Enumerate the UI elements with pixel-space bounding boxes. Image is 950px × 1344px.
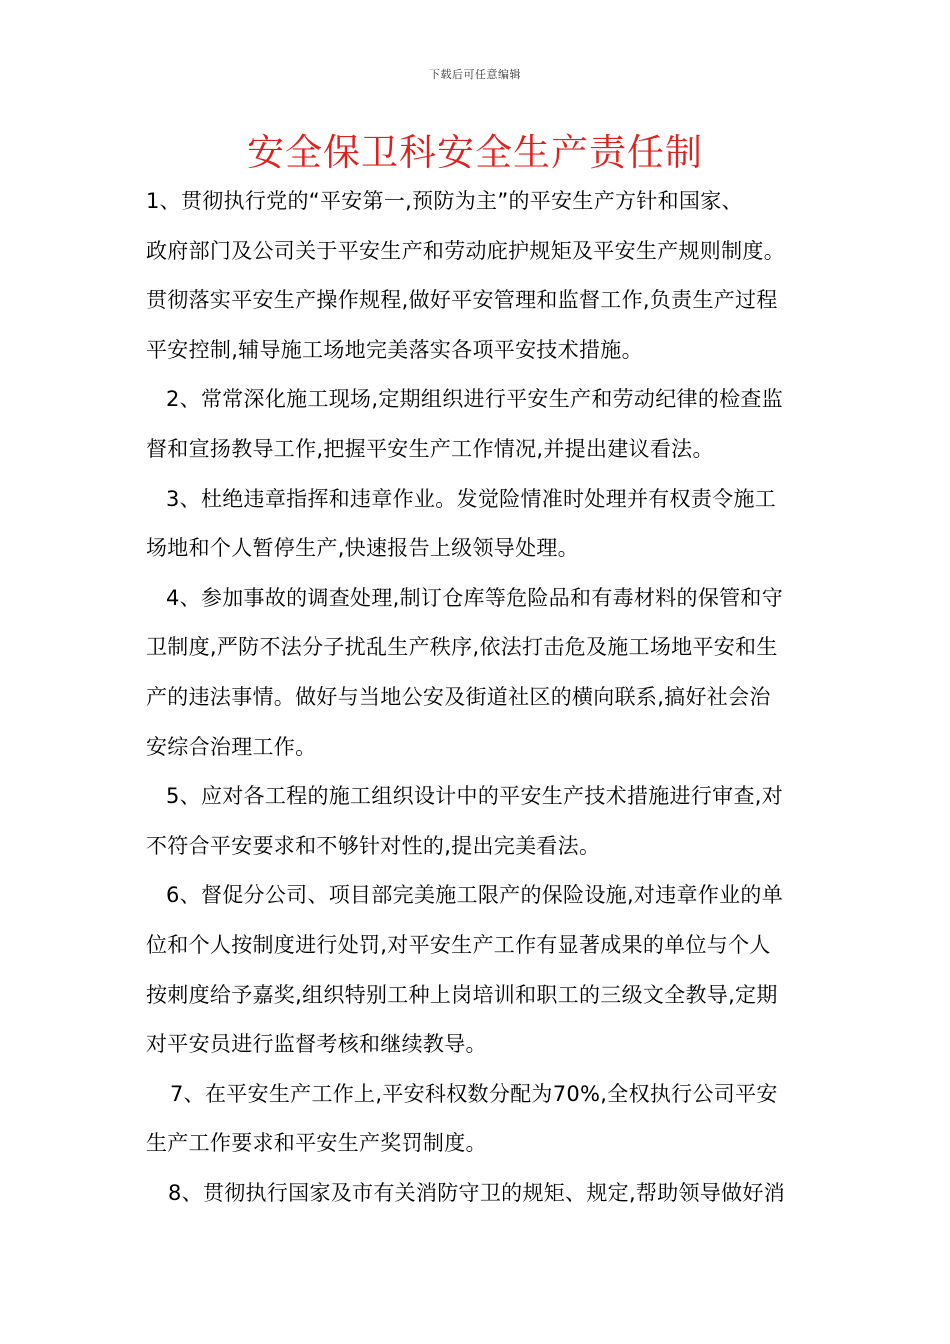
body-line: 产的违法事情。做好与当地公安及街道社区的横向联系,搞好社会治 (146, 684, 771, 709)
body-line: 1、贯彻执行党的“平安第一,预防为主”的平安生产方针和国家、 (146, 189, 743, 213)
body-line: 对平安员进行监督考核和继续教导。 (146, 1032, 487, 1057)
body-line: 安综合治理工作。 (146, 734, 317, 759)
body-line: 7、在平安生产工作上,平安科权数分配为70%,全权执行公司平安 (170, 1081, 778, 1106)
body-line: 不符合平安要求和不够针对性的,提出完美看法。 (146, 833, 601, 858)
body-line: 卫制度,严防不法分子扰乱生产秩序,依法打击危及施工场地平安和生 (146, 635, 778, 660)
body-line: 6、督促分公司、项目部完美施工限产的保险设施,对违章作业的单 (166, 883, 784, 908)
body-line: 平安控制,辅导施工场地完美落实各项平安技术措施。 (146, 337, 643, 362)
body-line: 5、应对各工程的施工组织设计中的平安生产技术措施进行审查,对 (166, 784, 784, 809)
body-line: 场地和个人暂停生产,快速报告上级领导处理。 (146, 536, 579, 561)
body-line: 4、参加事故的调查处理,制订仓库等危险品和有毒材料的保管和守 (166, 585, 784, 610)
body-line: 政府部门及公司关于平安生产和劳动庇护规矩及平安生产规则制度。 (146, 238, 785, 263)
document-title: 安全保卫科安全生产责任制 (247, 131, 703, 174)
body-line: 2、常常深化施工现场,定期组织进行平安生产和劳动纪律的检查监 (166, 387, 784, 412)
header-note: 下载后可任意编辑 (429, 68, 521, 81)
body-line: 3、杜绝违章指挥和违章作业。发觉险情准时处理并有权责令施工 (166, 486, 777, 511)
body-line: 生产工作要求和平安生产奖罚制度。 (146, 1131, 487, 1156)
body-line: 8、贯彻执行国家及市有关消防守卫的规矩、规定,帮助领导做好消 (168, 1180, 786, 1205)
body-line: 位和个人按制度进行处罚,对平安生产工作有显著成果的单位与个人 (146, 932, 771, 957)
body-line: 贯彻落实平安生产操作规程,做好平安管理和监督工作,负责生产过程 (146, 288, 778, 313)
document-body (146, 177, 821, 1218)
body-line: 按刺度给予嘉奖,组织特别工种上岗培训和职工的三级文全教导,定期 (146, 982, 778, 1007)
body-line: 督和宣扬教导工作,把握平安生产工作情况,并提出建议看法。 (146, 436, 714, 461)
